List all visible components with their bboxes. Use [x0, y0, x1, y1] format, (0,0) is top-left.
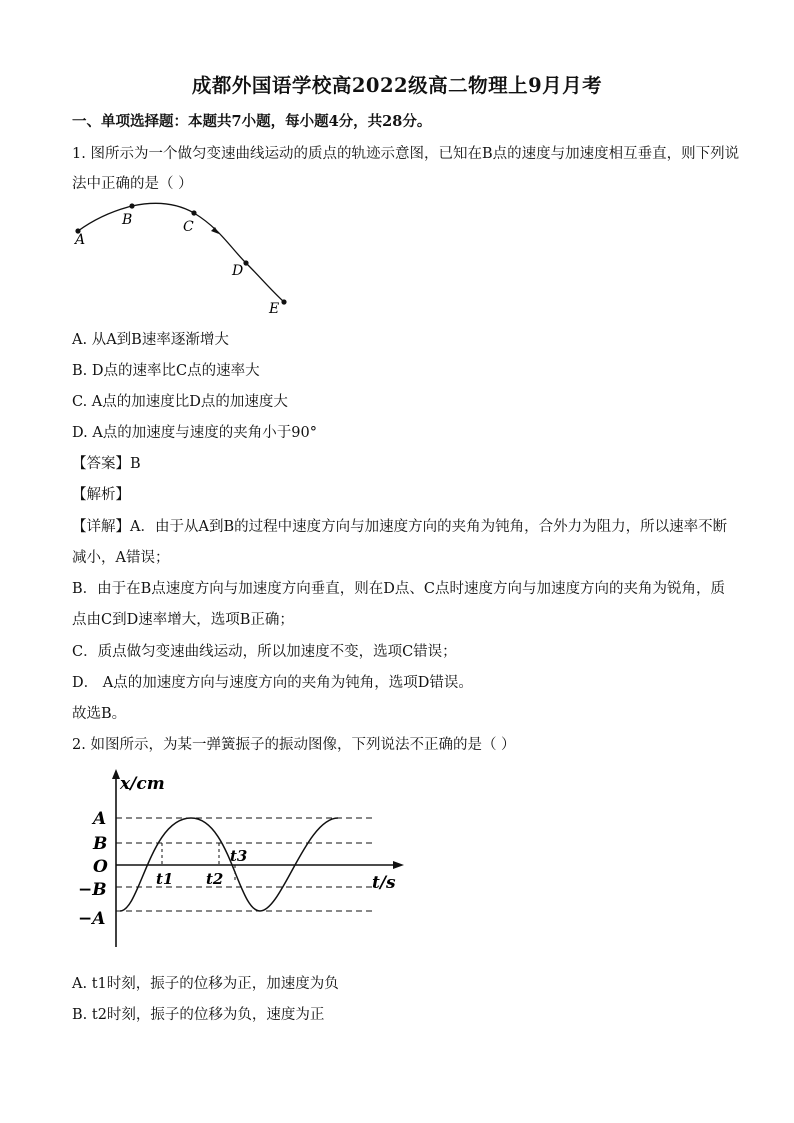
q1-stem-line1: 1. 图所示为一个做匀变速曲线运动的质点的轨迹示意图，已知在B点的速度与加速度相互垂直，则下列说 [72, 146, 740, 162]
label-e: E [269, 301, 280, 317]
label-t2: t2 [206, 870, 224, 888]
y-axis-arrow [112, 769, 120, 779]
q1-detail-line4: 点由C到D速率增大，选项B正确； [72, 612, 294, 628]
x-axis-label: t/s [372, 873, 396, 893]
q1-trajectory-figure [70, 195, 300, 320]
label-a: A [75, 232, 86, 248]
point-c [191, 210, 196, 215]
q1-option-a: A. 从A到B速率逐渐增大 [72, 332, 229, 348]
q1-detail-line1: 【详解】A．由于从A到B的过程中速度方向与加速度方向的夹角为钝角，合外力为阻力，所以速率不断 [72, 519, 728, 535]
label-c: C [183, 219, 194, 235]
label-t3: t3 [230, 847, 248, 865]
point-d [243, 260, 248, 265]
q1-detail-line7: 故选B。 [72, 706, 127, 722]
label-t1: t1 [156, 870, 174, 888]
q2-option-a: A. t1时刻，振子的位移为正，加速度为负 [72, 976, 339, 992]
direction-arrow [211, 227, 219, 234]
tick-neg-b: −B [78, 880, 107, 900]
q1-option-c: C. A点的加速度比D点的加速度大 [72, 394, 288, 410]
tick-o: O [93, 857, 108, 877]
point-e [281, 299, 286, 304]
q2-stem: 2. 如图所示，为某一弹簧振子的振动图像，下列说法不正确的是（ ） [72, 737, 516, 753]
point-b [129, 203, 134, 208]
q1-answer: 【答案】B [72, 456, 141, 472]
tick-neg-a: −A [78, 909, 106, 929]
page-title: 成都外国语学校高2022级高二物理上9月月考 [191, 74, 603, 97]
q2-option-b: B. t2时刻，振子的位移为负，速度为正 [72, 1007, 325, 1023]
q1-detail-line3: B．由于在B点速度方向与加速度方向垂直，则在D点、C点时速度方向与加速度方向的夹角为锐角，质 [72, 581, 726, 597]
q1-detail-line6: D． A点的加速度方向与速度方向的夹角为钝角，选项D错误。 [72, 675, 473, 691]
q1-detail-line2: 减小，A错误； [72, 550, 170, 566]
q1-stem-line2: 法中正确的是（ ） [72, 176, 193, 192]
tick-b: B [93, 834, 108, 854]
q1-detail-line5: C．质点做匀变速曲线运动，所以加速度不变，选项C错误； [72, 644, 457, 660]
q1-analysis-label: 【解析】 [72, 487, 130, 503]
section-heading: 一、单项选择题：本题共7小题，每小题4分，共28分。 [72, 113, 432, 130]
label-d: D [232, 263, 244, 279]
q1-option-b: B. D点的速率比C点的速率大 [72, 363, 260, 379]
trajectory-curve [78, 203, 284, 302]
q2-oscillation-figure [70, 765, 415, 960]
tick-a: A [93, 809, 107, 829]
label-b: B [122, 212, 133, 228]
y-axis-label: x/cm [120, 774, 165, 794]
x-axis-arrow [393, 861, 404, 869]
q1-option-d: D. A点的加速度与速度的夹角小于90° [72, 425, 317, 441]
